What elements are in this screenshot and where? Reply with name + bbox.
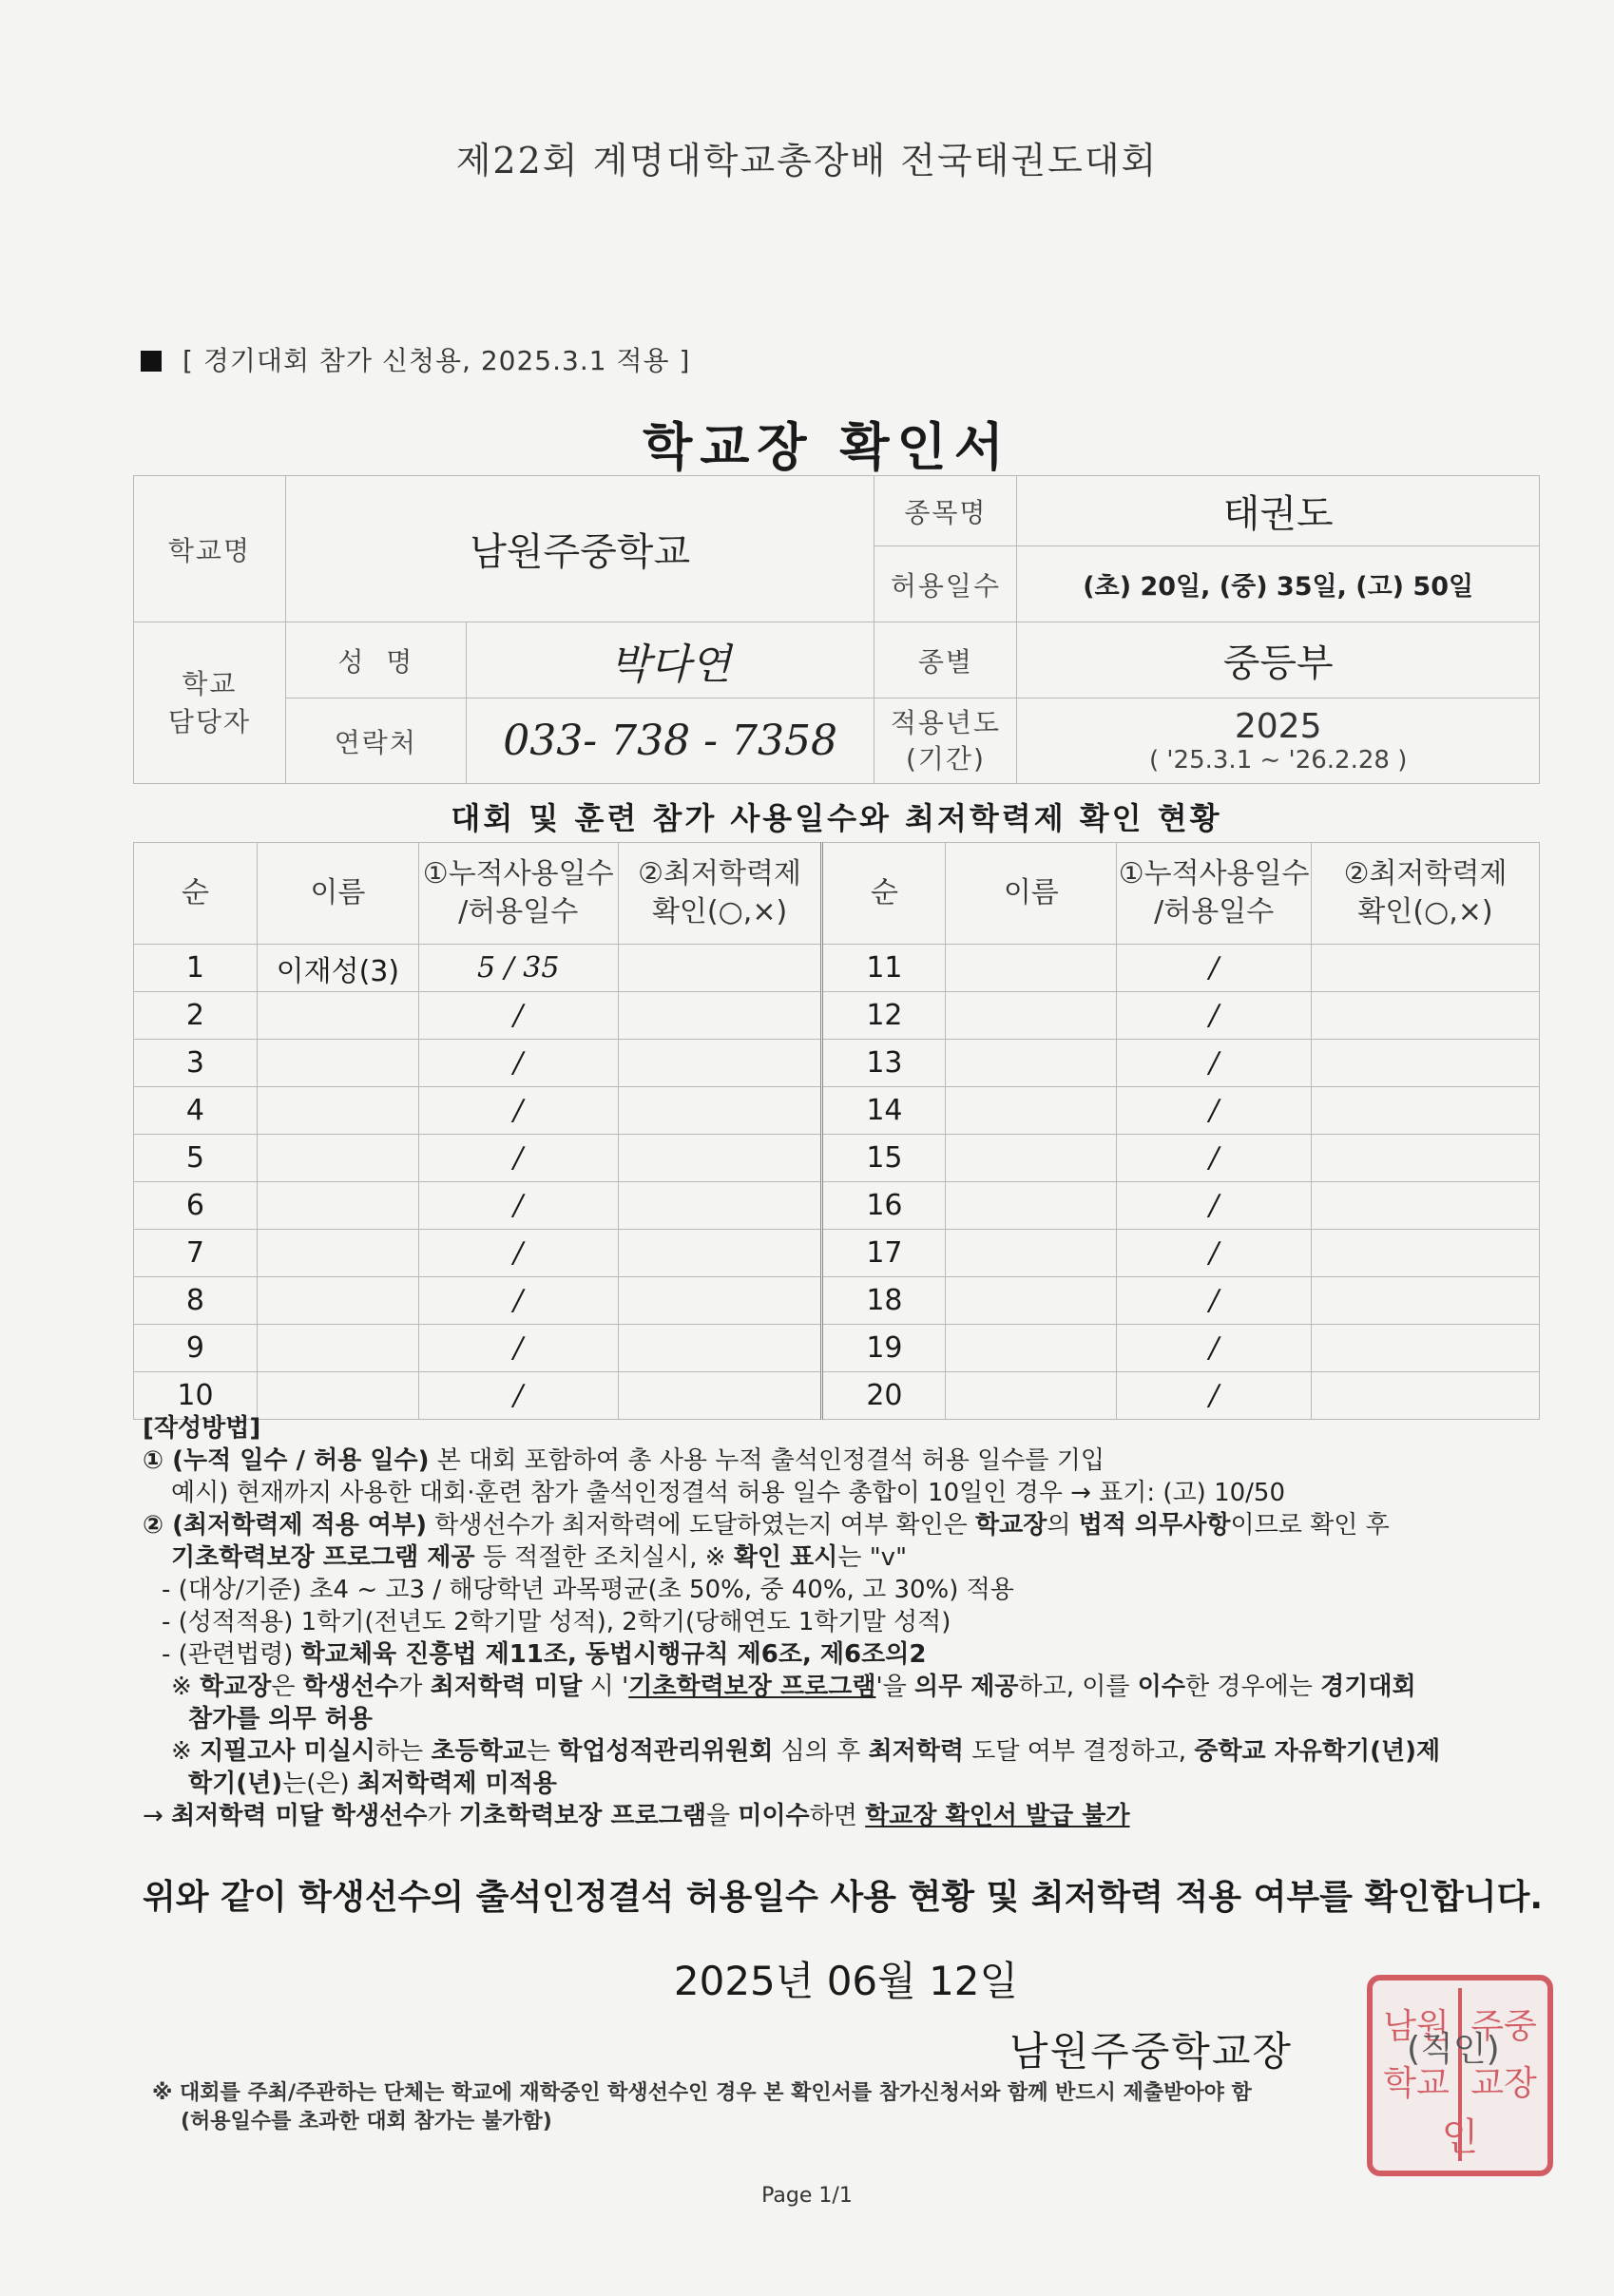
cumulative-days: / (418, 1087, 618, 1135)
table-row (134, 945, 1540, 992)
seal-icon (1373, 1980, 1547, 2171)
row-number: 3 (134, 1040, 258, 1087)
instr-line-10f: 학업성적관리위원회 (558, 1737, 774, 1766)
cumulative-days: / (1117, 1372, 1312, 1420)
instr-line-4-bold: 기초학력보장 프로그램 제공 (171, 1543, 475, 1572)
header-no: 순 (822, 843, 946, 945)
confirmation-statement: 위와 같이 학생선수의 출석인정결석 허용일수 사용 현황 및 최저학력 적용 여부를 확인합니다. (143, 1878, 1544, 1917)
student-name (257, 1182, 418, 1230)
academic-check (1312, 992, 1540, 1040)
academic-check (1312, 1182, 1540, 1230)
instr-line-3c: 의 (1047, 1511, 1079, 1540)
school-value: 남원주중학교 (285, 476, 874, 622)
instr-line-8k: 하고, 이를 (1018, 1673, 1138, 1701)
instr-line-12b: 최저학력 미달 학생선수 (171, 1802, 428, 1830)
instr-line-4b: 확인 표시 (733, 1543, 838, 1572)
student-name (946, 1230, 1117, 1277)
academic-check (618, 1325, 822, 1372)
allowed-days-label: 허용일수 (874, 546, 1017, 622)
row-number: 10 (134, 1372, 258, 1420)
manager-label: 학교 담당자 (134, 622, 286, 784)
academic-check (618, 1040, 822, 1087)
student-name (257, 1230, 418, 1277)
student-name (257, 1087, 418, 1135)
table-row (134, 1182, 1540, 1230)
seal-label: (직인) (1407, 2030, 1500, 2069)
row-number: 12 (822, 992, 946, 1040)
document-title: 학교장 확인서 (643, 417, 1011, 477)
table-row (134, 1277, 1540, 1325)
row-number: 9 (134, 1325, 258, 1372)
row-number: 17 (822, 1230, 946, 1277)
instr-line-8d: 학생선수 (302, 1673, 399, 1701)
instr-line-10c: 하는 (375, 1737, 432, 1766)
square-bullet-icon (141, 351, 162, 372)
instr-line-10g: 심의 후 (773, 1737, 869, 1766)
cumulative-days: / (418, 1040, 618, 1087)
student-name (946, 945, 1117, 992)
table-row (134, 1087, 1540, 1135)
instr-line-11a: 학기(년) (188, 1770, 283, 1798)
instr-line-10d: 초등학교 (431, 1737, 527, 1766)
year-label: 적용년도 (기간) (874, 698, 1017, 784)
instr-line-12a: → (143, 1802, 172, 1830)
instr-line-6: - (성적적용) 1학기(전년도 2학기말 성적), 2학기(당해연도 1학기말 성적) (162, 1608, 951, 1636)
row-number: 18 (822, 1277, 946, 1325)
row-number: 13 (822, 1040, 946, 1087)
cumulative-days: / (1117, 1182, 1312, 1230)
student-name (257, 1277, 418, 1325)
instr-line-1-bold: ① (누적 일수 / 허용 일수) (143, 1446, 430, 1475)
cumulative-days: / (1117, 1325, 1312, 1372)
seal-char: 학교 (1383, 2064, 1450, 2103)
table-row (134, 1040, 1540, 1087)
contest-title: 제22회 계명대학교총장배 전국태권도대회 (455, 140, 1159, 182)
year-period: ( '25.3.1 ~ '26.2.28 ) (1148, 746, 1408, 775)
instructions-heading: [작성방법] (143, 1414, 261, 1443)
manager-name: 박다연 (466, 622, 874, 698)
instr-line-4a: 등 적절한 조치실시, ※ (474, 1543, 734, 1572)
academic-check (1312, 1325, 1540, 1372)
row-number: 7 (134, 1230, 258, 1277)
header-no: 순 (134, 843, 258, 945)
cumulative-days: / (418, 992, 618, 1040)
instr-line-12c: 가 (427, 1802, 459, 1830)
instr-line-4c: 는 "v" (837, 1543, 908, 1572)
instr-line-3-bold: ② (최저학력제 적용 여부) (143, 1511, 427, 1540)
cumulative-days: / (1117, 1135, 1312, 1182)
academic-check (1312, 945, 1540, 992)
allowed-days-value: (초) 20일, (중) 35일, (고) 50일 (1017, 546, 1540, 622)
contact-label: 연락처 (285, 698, 466, 784)
instr-line-2: 예시) 현재까지 사용한 대회·훈련 참가 출석인정결석 허용 일수 총합이 10일인 경우 → 표기: (고) 10/50 (171, 1479, 1286, 1507)
instr-line-12f: 미이수 (738, 1802, 810, 1830)
table-header-row (134, 843, 1540, 945)
academic-check (618, 1135, 822, 1182)
student-name (946, 1182, 1117, 1230)
header-days: ①누적사용일수 /허용일수 (418, 843, 618, 945)
seal-char: 교장 (1470, 2064, 1537, 2103)
page-number: Page 1/1 (761, 2184, 853, 2208)
instr-line-10e: 는 (526, 1737, 559, 1766)
row-number: 8 (134, 1277, 258, 1325)
cumulative-days: / (418, 1325, 618, 1372)
event-value: 태권도 (1017, 476, 1540, 546)
academic-check (1312, 1230, 1540, 1277)
instr-line-8b: 학교장 (200, 1673, 272, 1701)
table-row (134, 1230, 1540, 1277)
seal-char: 주중 (1470, 2007, 1537, 2046)
instr-line-3d: 법적 의무사항 (1078, 1511, 1231, 1540)
instr-line-3a: 학생선수가 최저학력에 도달하였는지 여부 확인은 (426, 1511, 976, 1540)
academic-check (1312, 1040, 1540, 1087)
category-label: 종별 (874, 622, 1017, 698)
instr-line-3b: 학교장 (975, 1511, 1047, 1540)
cumulative-days: / (1117, 992, 1312, 1040)
instr-line-8c: 은 (271, 1673, 303, 1701)
instr-line-8n: 경기대회 (1320, 1673, 1416, 1701)
instr-line-7b: 학교체육 진흥법 제11조, 동법시행규칙 제6조, 제6조의2 (300, 1640, 927, 1669)
instr-line-8h: 기초학력보장 프로그램 (628, 1673, 876, 1701)
info-table (133, 475, 1540, 784)
instr-line-12g: 하면 (809, 1802, 866, 1830)
header-name: 이름 (946, 843, 1117, 945)
academic-check (618, 992, 822, 1040)
event-label: 종목명 (874, 476, 1017, 546)
instr-line-8m: 한 경우에는 (1185, 1673, 1321, 1701)
official-seal (1367, 1975, 1553, 2176)
issue-date: 2025년 06월 12일 (673, 1958, 1019, 2004)
instr-line-11b: 는(은) (282, 1770, 357, 1798)
cumulative-days: / (1117, 1040, 1312, 1087)
name-label: 성 명 (285, 622, 466, 698)
category-value: 중등부 (1017, 622, 1540, 698)
cumulative-days: / (418, 1230, 618, 1277)
academic-check (1312, 1277, 1540, 1325)
cumulative-days: / (1117, 1087, 1312, 1135)
instr-line-10b: 지필고사 미실시 (200, 1737, 375, 1766)
academic-check (618, 1087, 822, 1135)
row-number: 6 (134, 1182, 258, 1230)
student-name (257, 992, 418, 1040)
instructions (143, 1412, 1549, 1832)
instr-line-8a: ※ (171, 1673, 201, 1701)
cumulative-days: / (418, 1182, 618, 1230)
footnote-line-1: ※ 대회를 주최/주관하는 단체는 학교에 재학중인 학생선수인 경우 본 확인서를 참가신청서와 함께 반드시 제출받아야 함 (152, 2081, 1252, 2105)
seal-char: 인 (1441, 2115, 1479, 2159)
row-number: 19 (822, 1325, 946, 1372)
instr-line-10a: ※ (171, 1737, 201, 1766)
instr-line-7a: - (관련법령) (162, 1640, 301, 1669)
principal-name: 남원주중학교장 (1009, 2028, 1294, 2075)
academic-check (618, 1230, 822, 1277)
cumulative-days: / (1117, 1230, 1312, 1277)
instr-line-11c: 최저학력제 미적용 (356, 1770, 557, 1798)
instr-line-8l: 이수 (1137, 1673, 1185, 1701)
header-days: ①누적사용일수 /허용일수 (1117, 843, 1312, 945)
row-number: 16 (822, 1182, 946, 1230)
cumulative-days: / (418, 1277, 618, 1325)
instr-line-12h: 학교장 확인서 발급 불가 (865, 1802, 1130, 1830)
academic-check (1312, 1135, 1540, 1182)
instr-line-12e: 을 (705, 1802, 739, 1830)
instr-line-8j: 의무 제공 (913, 1673, 1019, 1701)
instr-line-10h: 최저학력 (868, 1737, 964, 1766)
section-title: 대회 및 훈련 참가 사용일수와 최저학력제 확인 현황 (451, 800, 1222, 836)
cumulative-days: / (418, 1135, 618, 1182)
school-label: 학교명 (134, 476, 286, 622)
student-name (946, 992, 1117, 1040)
instr-line-10j: 중학교 자유학기(년)제 (1194, 1737, 1441, 1766)
row-number: 1 (134, 945, 258, 992)
row-number: 5 (134, 1135, 258, 1182)
instr-line-8f: 최저학력 미달 (430, 1673, 583, 1701)
row-number: 20 (822, 1372, 946, 1420)
table-row (134, 1325, 1540, 1372)
academic-check (618, 1277, 822, 1325)
student-name (946, 1135, 1117, 1182)
instr-line-1: 본 대회 포함하여 총 사용 누적 출석인정결석 허용 일수를 기입 (429, 1446, 1105, 1475)
row-number: 11 (822, 945, 946, 992)
academic-check (618, 1182, 822, 1230)
cumulative-days: / (1117, 1277, 1312, 1325)
academic-check (618, 945, 822, 992)
footnote (152, 2079, 1252, 2136)
student-name (946, 1087, 1117, 1135)
year-value: 2025 (1234, 707, 1322, 746)
instr-line-9: 참가를 의무 허용 (188, 1705, 373, 1733)
seal-char: 남원 (1383, 2007, 1450, 2046)
table-row (134, 1135, 1540, 1182)
contact-value: 033- 738 - 7358 (466, 698, 874, 784)
instr-line-5: - (대상/기준) 초4 ~ 고3 / 해당학년 과목평균(초 50%, 중 40%, 고 30%) 적용 (162, 1576, 1014, 1604)
student-name (946, 1040, 1117, 1087)
row-number: 14 (822, 1087, 946, 1135)
student-name: 이재성(3) (257, 945, 418, 992)
usage-table (133, 842, 1540, 1420)
row-number: 15 (822, 1135, 946, 1182)
row-number: 4 (134, 1087, 258, 1135)
header-name: 이름 (257, 843, 418, 945)
instr-line-3e: 이므로 확인 후 (1230, 1511, 1390, 1540)
table-row (134, 992, 1540, 1040)
cumulative-days: / (418, 1372, 618, 1420)
student-name (257, 1135, 418, 1182)
academic-check (1312, 1087, 1540, 1135)
student-name (946, 1325, 1117, 1372)
year-cell (1017, 698, 1540, 784)
instr-line-8i: '을 (875, 1673, 914, 1701)
instr-line-12d: 기초학력보장 프로그램 (458, 1802, 706, 1830)
header-check: ②최저학력제 확인(○,×) (1312, 843, 1540, 945)
student-name (257, 1325, 418, 1372)
student-name (257, 1040, 418, 1087)
student-name (946, 1277, 1117, 1325)
instr-line-8e: 가 (398, 1673, 431, 1701)
instr-line-10i: 도달 여부 결정하고, (963, 1737, 1195, 1766)
header-check: ②최저학력제 확인(○,×) (618, 843, 822, 945)
instr-line-8g: 시 ' (582, 1673, 629, 1701)
cumulative-days: / (1117, 945, 1312, 992)
cumulative-days: 5 / 35 (418, 945, 618, 992)
header-note-text: [ 경기대회 참가 신청용, 2025.3.1 적용 ] (183, 345, 691, 376)
row-number: 2 (134, 992, 258, 1040)
footnote-line-2: (허용일수를 초과한 대회 참가는 불가함) (181, 2110, 552, 2133)
header-note (141, 340, 690, 378)
